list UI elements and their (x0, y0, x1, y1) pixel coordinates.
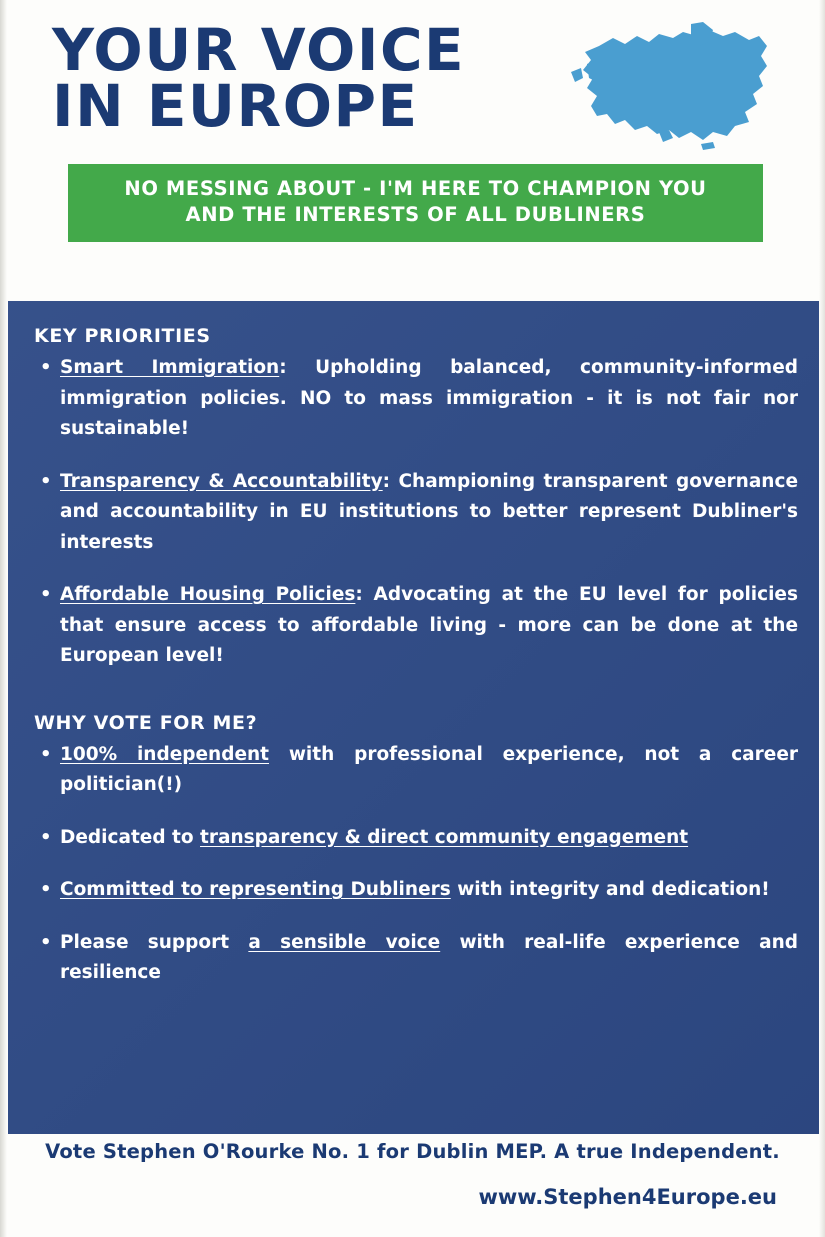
header (0, 0, 825, 150)
slogan-banner (68, 164, 763, 242)
why-4-pre: Please support (60, 931, 249, 953)
list-item (30, 928, 798, 989)
page-title-line2: IN EUROPE (52, 72, 419, 141)
slogan-line2: AND THE INTERESTS OF ALL DUBLINERS (185, 203, 646, 227)
priority-2-text: : Championing transparent governance and accountability in EU institutions to better represent Dubliner's interests (60, 470, 798, 553)
why-vote-heading: WHY VOTE FOR ME? (34, 711, 258, 734)
list-item (30, 875, 798, 906)
list-item (30, 740, 798, 801)
priority-3-text: : Advocating at the EU level for policies that ensure access to affordable living - more can be done at the European level! (60, 584, 798, 667)
list-item (30, 823, 798, 854)
why-2-pre: Dedicated to (60, 826, 201, 848)
footer-website[interactable]: www.Stephen4Europe.eu (478, 1185, 777, 1209)
list-item (30, 353, 798, 445)
footer-tagline: Vote Stephen O'Rourke No. 1 for Dublin MEP. A true Independent. (45, 1140, 780, 1163)
priority-2-lead: Transparency & Accountability (60, 470, 383, 492)
why-1-text: with professional experience, not a career politician(!) (60, 743, 798, 796)
key-priorities-heading: KEY PRIORITIES (34, 325, 211, 347)
europe-map-icon (563, 20, 773, 150)
key-priorities-list (30, 353, 798, 672)
why-2-lead: transparency & direct community engagement (200, 826, 689, 848)
page-title (52, 16, 522, 141)
why-3-lead: Committed to representing Dubliners (60, 879, 451, 901)
list-item (30, 467, 798, 559)
why-3-text: with integrity and dedication! (450, 879, 770, 901)
why-4-lead: a sensible voice (248, 931, 441, 953)
why-1-lead: 100% independent (60, 743, 270, 765)
slogan-line1: NO MESSING ABOUT - I'M HERE TO CHAMPION YOU (124, 177, 707, 200)
priority-3-lead: Affordable Housing Policies (60, 584, 356, 606)
list-item (30, 580, 798, 672)
priority-1-lead: Smart Immigration (60, 357, 280, 378)
footer (0, 1140, 825, 1209)
content-panel (8, 301, 820, 1134)
why-4-text: with real-life experience and resilience (60, 931, 799, 984)
why-vote-list (30, 740, 798, 989)
priority-1-text: : Upholding balanced, community-informed immigration policies. NO to mass immigration - it is not fair nor sustainable! (60, 357, 799, 440)
section-spacer (30, 694, 798, 706)
page-title-line1: YOUR VOICE (52, 16, 466, 84)
